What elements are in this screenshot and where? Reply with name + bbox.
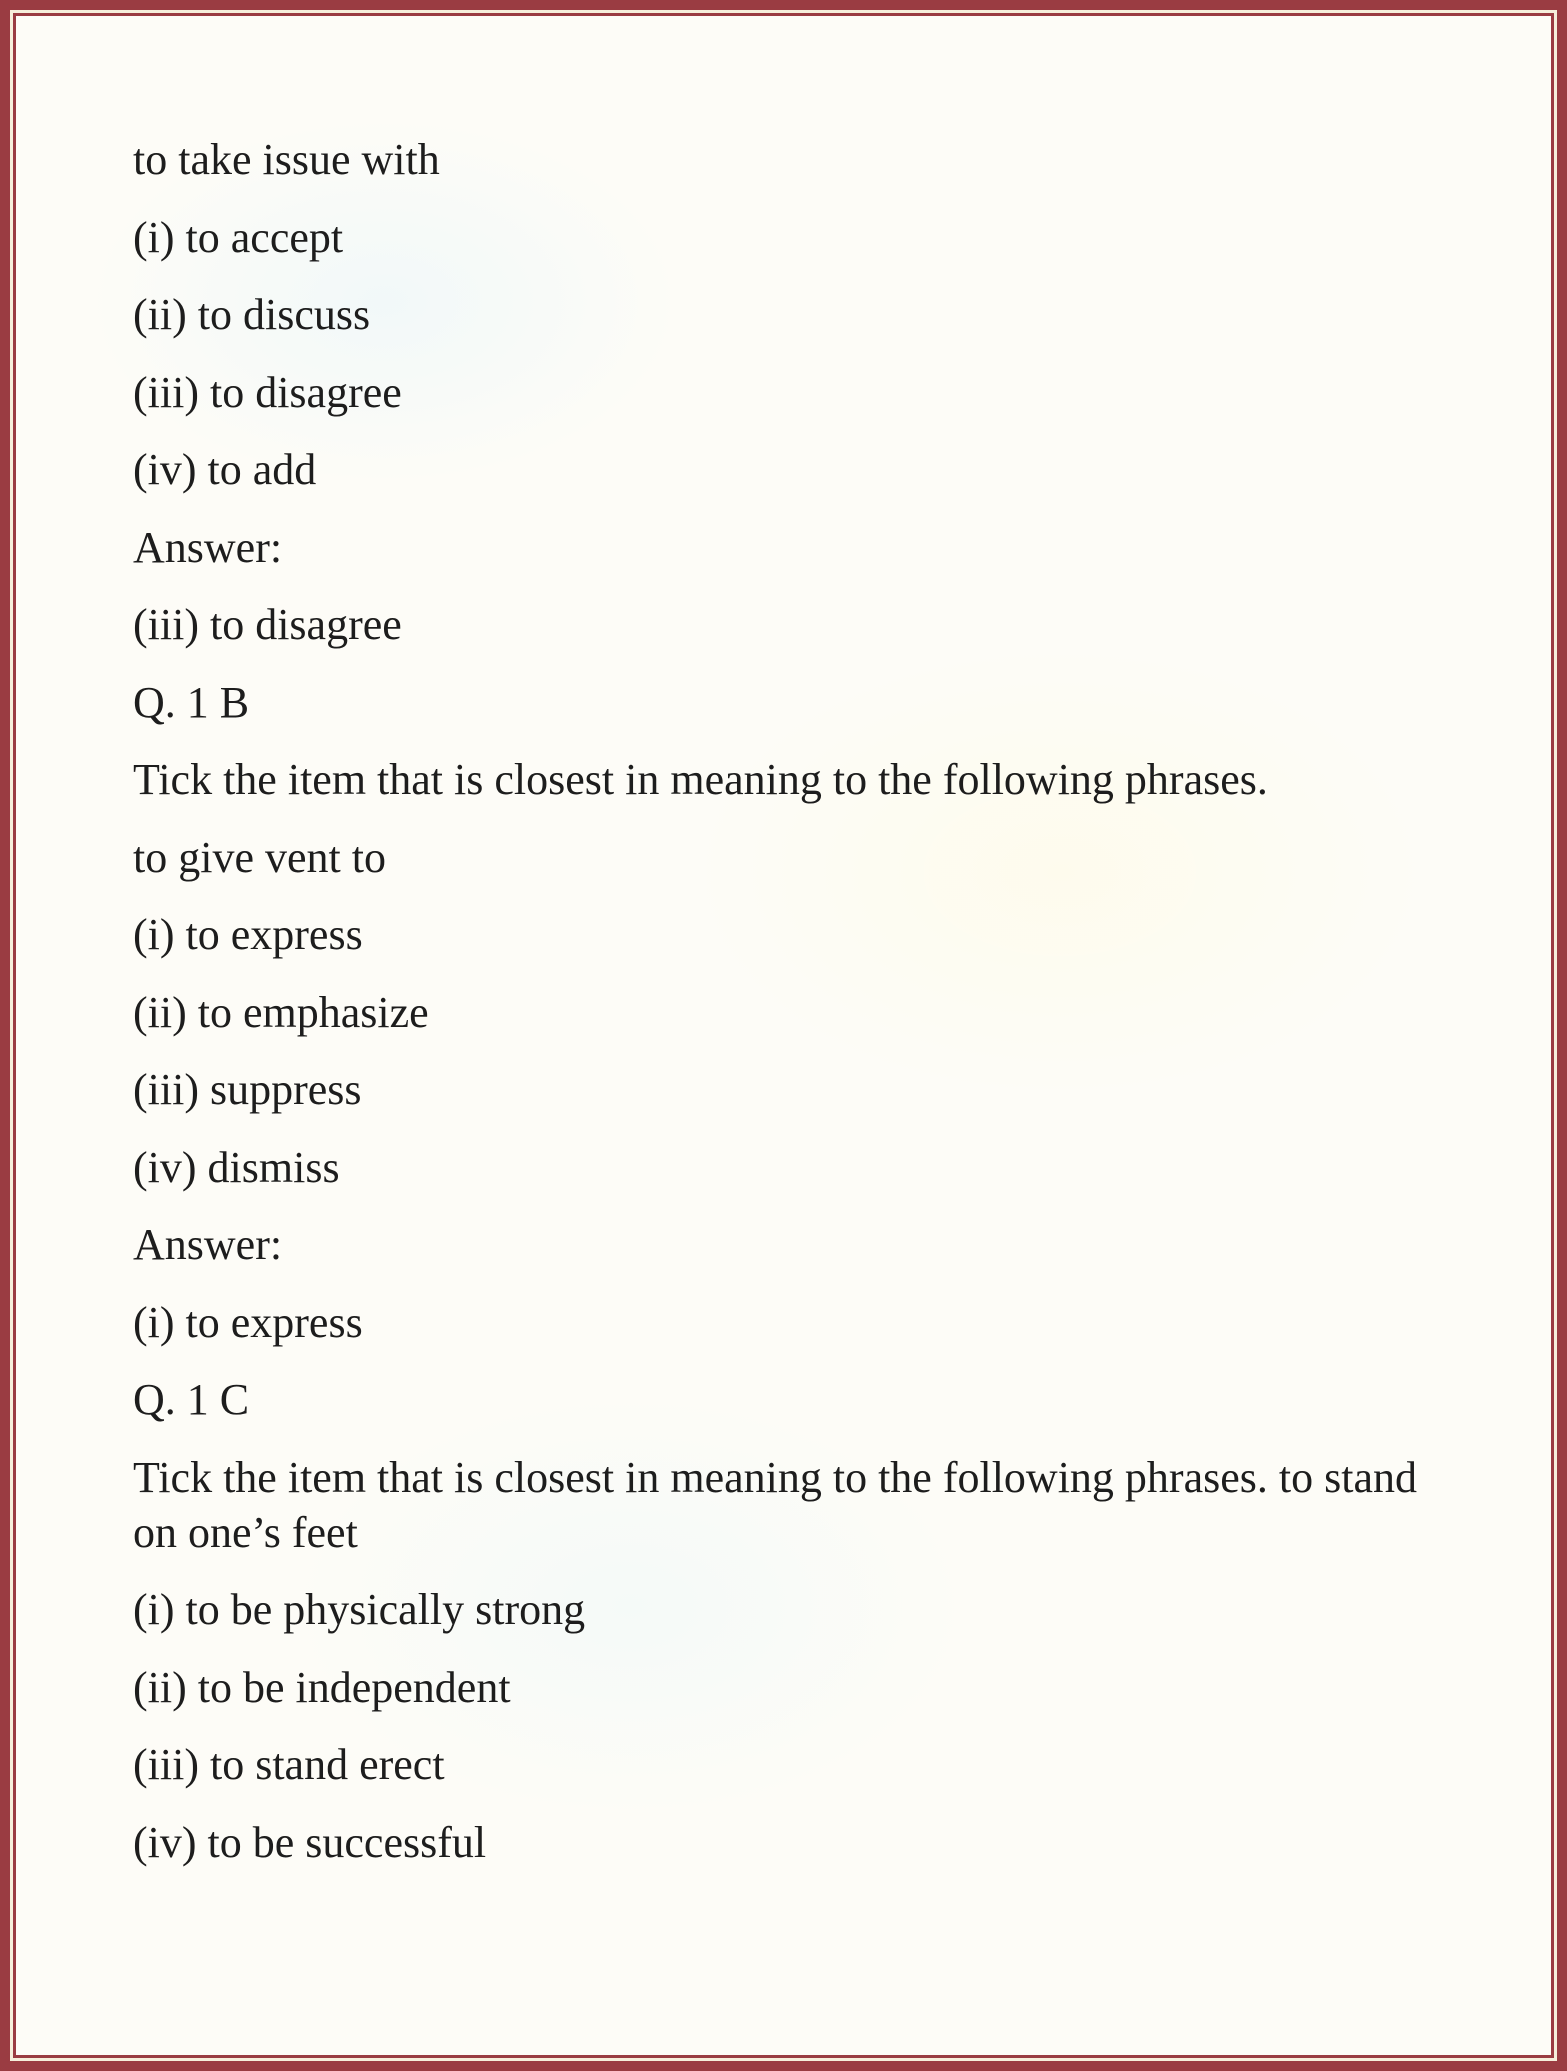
instruction-c: [133, 1450, 1441, 1560]
phrase-a: to take issue with: [133, 135, 440, 184]
option-a-iii: (iii) to disagree: [133, 367, 402, 417]
option-c-i: (i) to be physically strong: [133, 1585, 586, 1634]
option-a-i: (i) to accept: [133, 212, 344, 262]
answer-b: (i) to express: [133, 1297, 363, 1347]
instruction-c-line1: Tick the item that is closest in meaning to the following phrases. to stand: [133, 1452, 1417, 1502]
document-page: [13, 13, 1554, 2058]
option-c-ii: (ii) to be independent: [133, 1662, 511, 1712]
option-b-iv: (iv) dismiss: [133, 1142, 340, 1192]
option-a-ii: (ii) to discuss: [133, 290, 371, 339]
question-heading-c: Q. 1 C: [133, 1375, 250, 1424]
question-heading-b: Q. 1 B: [133, 677, 250, 727]
option-c-iii: (iii) to stand erect: [133, 1740, 445, 1789]
answer-label-b: Answer:: [133, 1220, 283, 1269]
page-inner-border: [10, 10, 1557, 2061]
option-b-i: (i) to express: [133, 910, 363, 959]
option-b-iii: (iii) suppress: [133, 1065, 362, 1114]
option-a-iv: (iv) to add: [133, 445, 317, 494]
option-c-iv: (iv) to be successful: [133, 1817, 487, 1867]
instruction-b: Tick the item that is closest in meaning to the following phrases.: [133, 755, 1268, 804]
phrase-b: to give vent to: [133, 832, 386, 882]
option-b-ii: (ii) to emphasize: [133, 987, 429, 1037]
answer-label-a: Answer:: [133, 522, 283, 572]
instruction-c-line2: on one’s feet: [133, 1507, 358, 1557]
answer-a: (iii) to disagree: [133, 600, 402, 649]
